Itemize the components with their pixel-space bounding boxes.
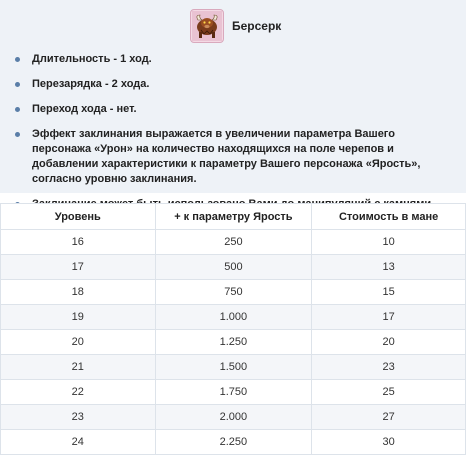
- level-cell: 24: [1, 430, 156, 455]
- level-cell: 17: [1, 255, 156, 280]
- levels-table: [0, 203, 466, 455]
- rage-cell: 500: [155, 255, 312, 280]
- cooldown-text: Перезарядка - 2 хода.: [32, 78, 150, 90]
- rage-cell: 750: [155, 280, 312, 305]
- spell-header: [190, 8, 281, 44]
- level-cell: 16: [1, 230, 156, 255]
- table-row: [1, 430, 466, 455]
- level-cell: 23: [1, 405, 156, 430]
- table-row: [1, 405, 466, 430]
- list-item: [0, 102, 466, 117]
- table-row: [1, 330, 466, 355]
- rage-cell: 1.250: [155, 330, 312, 355]
- rage-cell: 2.250: [155, 430, 312, 455]
- mana-cost-cell: 17: [312, 305, 466, 330]
- level-cell: 19: [1, 305, 156, 330]
- mana-cost-cell: 10: [312, 230, 466, 255]
- rage-cell: 1.000: [155, 305, 312, 330]
- effect-text: Эффект заклинания выражается в увеличении параметра Вашего персонажа «Урон» на количество находящихся на поле черепов и добавлении характеристики к параметру Вашего персонажа «Ярость», согласно уровню заклинания.: [32, 128, 421, 185]
- mana-cost-cell: 30: [312, 430, 466, 455]
- spell-properties-list: [0, 52, 466, 222]
- mana-cost-cell: 15: [312, 280, 466, 305]
- spell-info-box: [0, 0, 466, 193]
- mana-cost-cell: 13: [312, 255, 466, 280]
- mana-cost-cell: 25: [312, 380, 466, 405]
- list-item: [0, 52, 466, 67]
- table-row: [1, 355, 466, 380]
- mana-cost-cell: 27: [312, 405, 466, 430]
- list-item: [0, 77, 466, 92]
- mana-cost-cell: 20: [312, 330, 466, 355]
- bullet-icon: [15, 132, 20, 137]
- level-cell: 22: [1, 380, 156, 405]
- table-row: [1, 230, 466, 255]
- spell-title: Берсерк: [232, 19, 282, 33]
- bullet-icon: [15, 107, 20, 112]
- list-item: [0, 127, 466, 187]
- column-header-rage: + к параметру Ярость: [155, 204, 312, 230]
- rage-cell: 2.000: [155, 405, 312, 430]
- rage-cell: 250: [155, 230, 312, 255]
- table-row: [1, 280, 466, 305]
- rage-cell: 1.750: [155, 380, 312, 405]
- bullet-icon: [15, 82, 20, 87]
- level-cell: 20: [1, 330, 156, 355]
- level-cell: 21: [1, 355, 156, 380]
- table-header-row: [1, 204, 466, 230]
- column-header-mana-cost: Стоимость в мане: [312, 204, 466, 230]
- duration-text: Длительность - 1 ход.: [32, 53, 152, 65]
- level-cell: 18: [1, 280, 156, 305]
- mana-cost-cell: 23: [312, 355, 466, 380]
- column-header-level: Уровень: [1, 204, 156, 230]
- rage-cell: 1.500: [155, 355, 312, 380]
- bull-icon: [190, 9, 224, 43]
- table-row: [1, 305, 466, 330]
- table-row: [1, 255, 466, 280]
- bullet-icon: [15, 57, 20, 62]
- table-row: [1, 380, 466, 405]
- turn-pass-text: Переход хода - нет.: [32, 103, 137, 115]
